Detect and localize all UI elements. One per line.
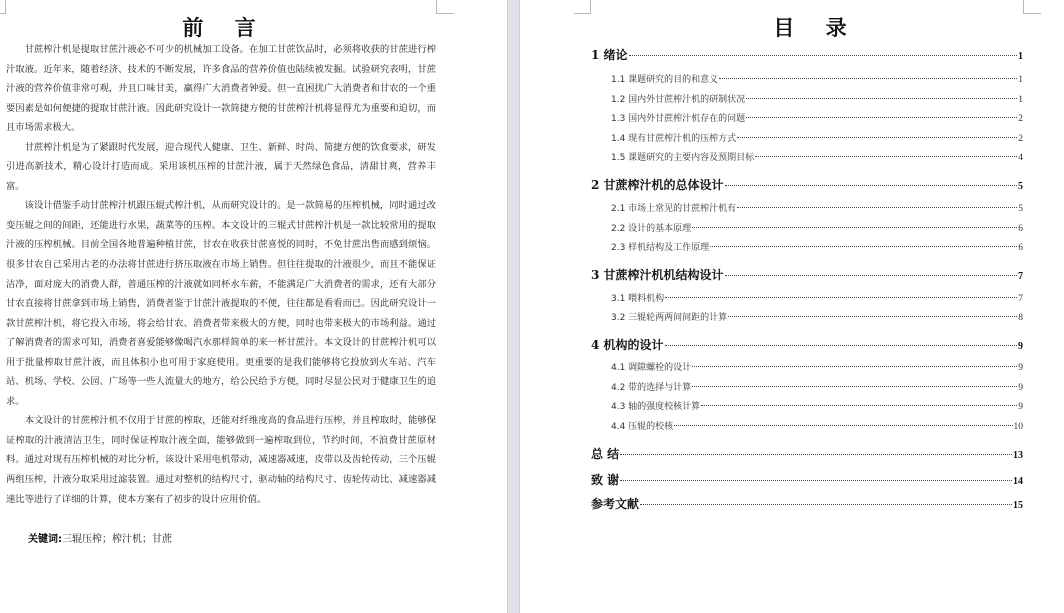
toc-title: 目 录 — [773, 15, 859, 40]
toc-section-entry[interactable] — [591, 131, 1023, 144]
toc-section-entry[interactable] — [591, 150, 1023, 163]
toc-entry-label: 1.1 课题研究的目的和意义 — [611, 75, 719, 85]
toc-section-entry[interactable] — [591, 92, 1023, 105]
toc-chapter-entry[interactable] — [591, 176, 1023, 193]
toc-page-number: 9 — [1018, 402, 1023, 412]
page-table-of-contents — [520, 0, 1064, 613]
toc-dot-leader — [620, 480, 1012, 481]
preface-title: 前 言 — [182, 15, 268, 40]
toc-dot-leader — [692, 386, 1017, 387]
toc-section-entry[interactable] — [591, 360, 1023, 373]
toc-dot-leader — [725, 185, 1017, 186]
toc-section-entry[interactable] — [591, 419, 1023, 432]
toc-section-entry[interactable] — [591, 72, 1023, 85]
toc-dot-leader — [620, 454, 1012, 455]
toc-page-number: 13 — [1013, 450, 1023, 461]
toc-chapter-entry[interactable] — [591, 336, 1023, 353]
toc-dot-leader — [710, 246, 1017, 247]
page-separator — [507, 0, 520, 613]
toc-entry-label: 2.1 市场上常见的甘蔗榨汁机有 — [611, 204, 737, 214]
toc-dot-leader — [692, 227, 1017, 228]
toc-entry-label: 2.3 样机结构及工作原理 — [611, 243, 710, 253]
toc-dot-leader — [674, 425, 1012, 426]
toc-entry-label: 2.2 设计的基本原理 — [611, 224, 692, 234]
toc-page-number: 1 — [1018, 51, 1023, 62]
toc-entry-label: 致 谢 — [591, 473, 620, 487]
toc-dot-leader — [725, 275, 1017, 276]
toc-entry-label: 4.4 压辊的校核 — [611, 422, 674, 432]
toc-page-number: 5 — [1018, 204, 1023, 214]
toc-chapter-entry[interactable] — [591, 471, 1023, 488]
toc-page-number: 2 — [1018, 134, 1023, 144]
toc-section-entry[interactable] — [591, 111, 1023, 124]
toc-chapter-entry[interactable] — [591, 445, 1023, 462]
toc-dot-leader — [629, 55, 1017, 56]
preface-paragraph-4: 本文设计的甘蔗榨汁机不仅用于甘蔗的榨取，还能对纤维度高的食品进行压榨，并且榨取时，能够保证榨取的汁液清洁卫生，同时保证榨取汁液全面，能够做到一遍榨取到位，节约时间，不浪费甘蔗原材料。通过对现有压榨机械的对比分析，该设计采用电机带动，减速器减速，皮带以及齿轮传动，三个压辊两组压榨，汁液分取采用过滤装置。通过对整机的结构尺寸，驱动轴的结构尺寸、齿轮传动比、减速器减速比等进行了详细的计算，使本方案有了初步的设计应用价值。 — [6, 415, 436, 505]
toc-entry-label: 总 结 — [591, 447, 620, 461]
toc-section-entry[interactable] — [591, 399, 1023, 412]
keywords-line — [28, 530, 172, 545]
toc-entry-label: 1.5 课题研究的主要内容及预期目标 — [611, 153, 755, 163]
toc-page-number: 4 — [1018, 153, 1023, 163]
toc-page-number: 9 — [1018, 341, 1023, 352]
toc-section-entry[interactable] — [591, 291, 1023, 304]
preface-paragraph-3: 该设计借鉴手动甘蔗榨汁机跟压辊式榨汁机，从而研究设计的。是一款简易的压榨机械，同时通过改变压辊之间的间距，还能进行水果，蔬菜等的压榨。本文设计的三辊式甘蔗榨汁机是一款比较常用的提取汁液的压榨机械。目前全国各地普遍种植甘蔗，甘农在收获甘蔗喜悦的同时，不免甘蔗出售而感到烦恼。很多甘农自己采用古老的办法将甘蔗进行挤压取液在市场上销售。但往往提取的汁液很少，而且不能保证洁净，面对庞大的消费人群，普通压榨的汁液就如同杯水车薪，不能满足广大消费者的需求，还有大部分甘农直接将甘蔗拿到市场上销售，消费者鉴于甘蔗汁液提取的不便，往往都是看看而已。因此研究设计一款甘蔗榨汁机，将它投入市场，将会给甘农、消费者带来极大的方便，同时也带来极大的市场利益。通过了解消费者的需求可知，消费者喜爱能够像喝汽水那样简单的来一杯甘蔗汁。本文设计的甘蔗榨汁机可以用于批量榨取甘蔗汁液，而且体积小也可用于家庭使用。更重要的是我们能够将它投放到火车站、汽车站、机场、学校、公园、广场等一些人流量大的地方，给公民给予方便，同时尽显公民对于健康卫生的追求。 — [6, 200, 436, 407]
keywords-value: 三辊压榨；榨汁机；甘蔗 — [62, 534, 172, 545]
toc-section-entry[interactable] — [591, 240, 1023, 253]
toc-section-entry[interactable] — [591, 221, 1023, 234]
toc-entry-label: 4.1 调隙螺栓的设计 — [611, 363, 692, 373]
toc-dot-leader — [737, 207, 1017, 208]
toc-entry-label: 3.1 喂料机构 — [611, 294, 665, 304]
toc-section-entry[interactable] — [591, 201, 1023, 214]
toc-entry-label: 4 机构的设计 — [591, 338, 664, 352]
toc-chapter-entry[interactable] — [591, 495, 1023, 512]
toc-page-number: 6 — [1018, 243, 1023, 253]
toc-dot-leader — [701, 405, 1017, 406]
toc-page-number: 7 — [1018, 271, 1023, 282]
toc-entry-label: 1 绪论 — [591, 48, 628, 62]
keywords-label: 关键词: — [28, 534, 62, 545]
toc-section-entry[interactable] — [591, 310, 1023, 323]
toc-dot-leader — [692, 366, 1017, 367]
toc-chapter-entry[interactable] — [591, 46, 1023, 63]
toc-entry-label: 1.2 国内外甘蔗榨汁机的研制状况 — [611, 95, 746, 105]
toc-page-number: 9 — [1018, 363, 1023, 373]
toc-page-number: 1 — [1018, 95, 1023, 105]
toc-entry-label: 3.2 三辊轮两两间间距的计算 — [611, 313, 728, 323]
toc-entry-label: 3 甘蔗榨汁机机结构设计 — [591, 268, 724, 282]
toc-page-number: 8 — [1018, 313, 1023, 323]
toc-entry-label: 1.3 国内外甘蔗榨汁机存在的问题 — [611, 114, 746, 124]
toc-page-number: 15 — [1013, 500, 1023, 511]
preface-paragraph-1: 甘蔗榨汁机是提取甘蔗汁液必不可少的机械加工设备。在加工甘蔗饮品时，必须将收获的甘蔗进行榨汁取液。近年来，随着经济、技术的不断发展，许多食品的营养价值也陆续被发掘。试验研究表明，甘蔗汁液的营养价值非常可观，并且口味甘美，赢得广大消费者钟爱。但一直困扰广大消费者和甘农的一个重要因素是如何便捷的提取甘蔗汁液。因此研究设计一款简捷方便的甘蔗榨汁机将显得尤为重要和迫切，而且市场需求极大。 — [6, 44, 436, 134]
toc-section-entry[interactable] — [591, 380, 1023, 393]
toc-dot-leader — [719, 78, 1017, 79]
toc-page-number: 1 — [1018, 75, 1023, 85]
toc-entry-label: 4.2 带的选择与计算 — [611, 383, 692, 393]
toc-dot-leader — [665, 345, 1017, 346]
toc-entry-label: 2 甘蔗榨汁机的总体设计 — [591, 178, 724, 192]
preface-body — [6, 40, 436, 509]
toc-page-number: 14 — [1013, 476, 1023, 487]
toc-dot-leader — [755, 156, 1017, 157]
toc-page-number: 7 — [1018, 294, 1023, 304]
toc-entry-label: 1.4 现有甘蔗榨汁机的压榨方式 — [611, 134, 737, 144]
toc-page-number: 10 — [1013, 422, 1023, 432]
toc-chapter-entry[interactable] — [591, 266, 1023, 283]
toc-dot-leader — [746, 117, 1017, 118]
toc-entry-label: 参考文献 — [591, 497, 640, 511]
toc-dot-leader — [665, 297, 1017, 298]
toc-dot-leader — [728, 316, 1017, 317]
toc-page-number: 9 — [1018, 383, 1023, 393]
toc-dot-leader — [737, 137, 1017, 138]
page-preface — [0, 0, 507, 613]
toc-dot-leader — [640, 504, 1012, 505]
toc-entry-label: 4.3 轴的强度校核计算 — [611, 402, 701, 412]
preface-paragraph-2: 甘蔗榨汁机是为了紧跟时代发展，迎合现代人健康、卫生、新鲜、时尚、简捷方便的饮食要求，研发引进高新技术，精心设计打造而成。采用该机压榨的甘蔗汁液，属于天然绿色食品，清甜甘爽，营养丰富。 — [6, 141, 436, 192]
toc-page-number: 6 — [1018, 224, 1023, 234]
toc-dot-leader — [746, 98, 1017, 99]
toc-page-number: 2 — [1018, 114, 1023, 124]
toc-page-number: 5 — [1018, 181, 1023, 192]
